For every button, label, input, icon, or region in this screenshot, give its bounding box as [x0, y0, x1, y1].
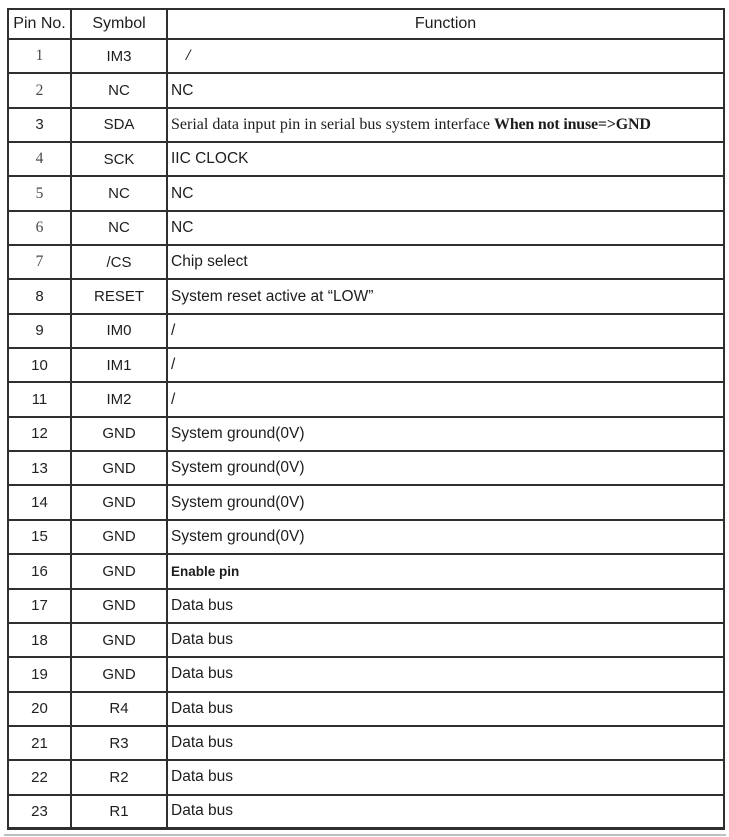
- symbol-cell: GND: [71, 554, 167, 588]
- header-row: [8, 9, 724, 39]
- function-text: Serial data input pin in serial bus system interface: [171, 115, 495, 133]
- table-row: [8, 795, 724, 829]
- table-row: [8, 108, 724, 142]
- symbol-cell: GND: [71, 657, 167, 691]
- table-row: [8, 279, 724, 313]
- symbol-cell: NC: [71, 211, 167, 245]
- pin-cell: 3: [8, 108, 71, 142]
- pin-cell: 9: [8, 314, 71, 348]
- function-text-bold: When not inuse=>GND: [494, 115, 651, 133]
- symbol-cell: SDA: [71, 108, 167, 142]
- function-cell: Data bus: [167, 726, 724, 760]
- table-row: [8, 760, 724, 794]
- pin-cell: 10: [8, 348, 71, 382]
- symbol-cell: GND: [71, 623, 167, 657]
- symbol-cell: NC: [71, 176, 167, 210]
- pin-cell: 20: [8, 692, 71, 726]
- function-cell: Enable pin: [167, 554, 724, 588]
- function-cell: NC: [167, 73, 724, 107]
- table-row: [8, 554, 724, 588]
- table-row: [8, 623, 724, 657]
- table-row: [8, 348, 724, 382]
- function-cell: /: [167, 348, 724, 382]
- table-row: [8, 485, 724, 519]
- table-row: [8, 417, 724, 451]
- table-row: [8, 211, 724, 245]
- table-row: [8, 142, 724, 176]
- table-row: [8, 245, 724, 279]
- function-cell: IIC CLOCK: [167, 142, 724, 176]
- pin-cell: 15: [8, 520, 71, 554]
- function-cell: Data bus: [167, 623, 724, 657]
- table-row: [8, 589, 724, 623]
- pin-cell: 2: [8, 73, 71, 107]
- symbol-cell: /CS: [71, 245, 167, 279]
- function-cell: [167, 108, 724, 142]
- pin-cell: 8: [8, 279, 71, 313]
- symbol-cell: GND: [71, 520, 167, 554]
- pin-function-table: [7, 8, 725, 830]
- pin-cell: 22: [8, 760, 71, 794]
- header-pin-no: Pin No.: [8, 9, 71, 39]
- pin-cell: 19: [8, 657, 71, 691]
- symbol-cell: R2: [71, 760, 167, 794]
- symbol-cell: IM3: [71, 39, 167, 73]
- symbol-cell: NC: [71, 73, 167, 107]
- function-cell: NC: [167, 176, 724, 210]
- function-cell: System reset active at “LOW”: [167, 279, 724, 313]
- table-row: [8, 726, 724, 760]
- pin-cell: 13: [8, 451, 71, 485]
- symbol-cell: IM0: [71, 314, 167, 348]
- pin-cell: 23: [8, 795, 71, 829]
- symbol-cell: SCK: [71, 142, 167, 176]
- pin-cell: 21: [8, 726, 71, 760]
- symbol-cell: GND: [71, 417, 167, 451]
- cutoff-next-row-line: [4, 834, 726, 836]
- table-row: [8, 451, 724, 485]
- header-function: Function: [167, 9, 724, 39]
- pin-cell: 18: [8, 623, 71, 657]
- function-cell: NC: [167, 211, 724, 245]
- symbol-cell: RESET: [71, 279, 167, 313]
- symbol-cell: GND: [71, 589, 167, 623]
- table-row: [8, 176, 724, 210]
- pin-cell: 12: [8, 417, 71, 451]
- pin-cell: 16: [8, 554, 71, 588]
- symbol-cell: R4: [71, 692, 167, 726]
- symbol-cell: IM2: [71, 382, 167, 416]
- table-row: [8, 520, 724, 554]
- pin-table-body: [8, 39, 724, 829]
- function-cell: System ground(0V): [167, 520, 724, 554]
- pin-cell: 17: [8, 589, 71, 623]
- symbol-cell: IM1: [71, 348, 167, 382]
- function-cell: System ground(0V): [167, 451, 724, 485]
- function-cell: /: [167, 314, 724, 348]
- function-cell: Data bus: [167, 657, 724, 691]
- pin-cell: 6: [8, 211, 71, 245]
- function-cell: System ground(0V): [167, 417, 724, 451]
- function-cell: Data bus: [167, 589, 724, 623]
- table-row: [8, 73, 724, 107]
- table-row: [8, 39, 724, 73]
- symbol-cell: GND: [71, 451, 167, 485]
- function-cell: Data bus: [167, 795, 724, 829]
- header-symbol: Symbol: [71, 9, 167, 39]
- pin-cell: 7: [8, 245, 71, 279]
- table-row: [8, 382, 724, 416]
- function-cell: Chip select: [167, 245, 724, 279]
- pin-cell: 1: [8, 39, 71, 73]
- function-cell: Data bus: [167, 760, 724, 794]
- table-row: [8, 657, 724, 691]
- symbol-cell: R1: [71, 795, 167, 829]
- symbol-cell: R3: [71, 726, 167, 760]
- function-cell: Data bus: [167, 692, 724, 726]
- pin-cell: 11: [8, 382, 71, 416]
- table-row: [8, 314, 724, 348]
- function-cell: /: [167, 39, 724, 73]
- symbol-cell: GND: [71, 485, 167, 519]
- function-cell: /: [167, 382, 724, 416]
- pin-cell: 14: [8, 485, 71, 519]
- pin-cell: 5: [8, 176, 71, 210]
- table-row: [8, 692, 724, 726]
- function-cell: System ground(0V): [167, 485, 724, 519]
- pin-cell: 4: [8, 142, 71, 176]
